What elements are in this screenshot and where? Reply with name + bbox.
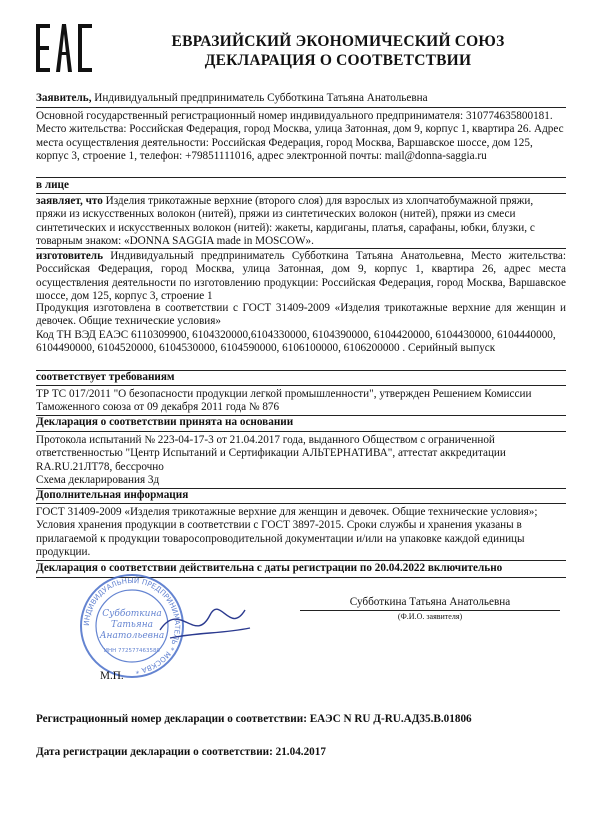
stamp-center-3: Анатольевна — [99, 631, 165, 641]
divider — [36, 248, 566, 249]
registration-date: Дата регистрации декларации о соответствии: 21.04.2017 — [36, 746, 326, 758]
applicant-row — [36, 92, 566, 105]
applicant-value: Индивидуальный предприниматель Субботкина Татьяна Анатольевна — [94, 92, 428, 104]
requirements-value: ТР ТС 017/2011 "О безопасности продукции легкой промышленности", утвержден Решением Комиссии Таможенного союза от 09 декабря 2011 года № 876 — [36, 388, 532, 414]
applicant-label: Заявитель, — [36, 92, 92, 104]
signatory-name: Субботкина Татьяна Анатольевна — [349, 596, 511, 608]
stamp-ring-text: ИНДИВИДУАЛЬНЫЙ ПРЕДПРИНИМАТЕЛЬ * МОСКВА * — [81, 575, 183, 676]
in-person-label: в лице — [36, 179, 69, 191]
signature-scribble — [150, 590, 260, 650]
document-title — [118, 32, 558, 70]
manufacturer-value: Индивидуальный предприниматель Субботкина Татьяна Анатольевна, Место жительства: Российская Федерация, город Москва, улица Затонная, дом 9, корпус 1, квартира 26, адрес места осуществления деятельности по изготовлению продукции: Российская Федерация, город Москва, Варшавское шоссе, дом 125, корпус 3, строение 1 — [36, 250, 566, 302]
divider — [36, 385, 566, 386]
divider — [36, 177, 566, 178]
basis-value: Протокола испытаний № 223-04-17-3 от 21.04.2017 года, выданного Обществом с ограниченной ответственностью "Центр Испытаний и Сертификации АЛЬТЕРНАТИВА", аттестат аккредитации RA.RU.21ЛТ78, бессрочно — [36, 434, 506, 473]
additional-label: Дополнительная информация — [36, 489, 189, 501]
divider — [36, 503, 566, 504]
stamp-center-2: Татьяна — [110, 620, 154, 630]
requirements-label: соответствует требованиям — [36, 371, 175, 383]
signature-caption: (Ф.И.О. заявителя) — [397, 612, 463, 621]
manufacturer-label: изготовитель — [36, 250, 103, 262]
mp-label: М.П. — [100, 670, 124, 682]
tnved-codes: Код ТН ВЭД ЕАЭС 6110309900, 6104320000,6104330000, 6104390000, 6104420000, 6104430000, 6104440000, 6104490000, 6104520000, 6104530000, 6104590000, 6106100000, 6106200000 . Серийный выпуск — [36, 329, 556, 355]
declares-label: заявляет, что — [36, 195, 103, 207]
declares-block — [36, 195, 566, 248]
declaration-scheme: Схема декларирования 3д — [36, 474, 160, 486]
divider — [36, 431, 566, 432]
manufacturer-block — [36, 250, 566, 303]
divider — [36, 193, 566, 194]
title-line-1: ЕВРАЗИЙСКИЙ ЭКОНОМИЧЕСКИЙ СОЮЗ — [171, 33, 505, 50]
additional-value: ГОСТ 31409-2009 «Изделия трикотажные верхние для женщин и девочек. Общие технические условия»; Условия хранения продукции в соответствии с ГОСТ 3897-2015. Сроки службы и хранения указаны в прилагаемой к продукции товаросопроводительной документации и/или на упаковке каждой единицы продукции. — [36, 506, 538, 558]
title-line-2: ДЕКЛАРАЦИЯ О СООТВЕТСТВИИ — [204, 52, 472, 69]
validity-line: Декларация о соответствии действительна с даты регистрации по 20.04.2022 включительно — [36, 562, 503, 574]
stamp-center-1: Субботкина — [102, 609, 162, 619]
signature-line — [300, 610, 560, 611]
applicant-details: Основной государственный регистрационный номер индивидуального предпринимателя: 310774635800181. Место жительства: Российская Федерация, город Москва, улица Затонная, дом 9, корпус 1, квартира 26. Адрес места осуществления деятельности: Российская Федерация, город Москва, Варшавское шоссе, дом 125, корпус 3, строение 1, телефон: +79851111016, адрес электронной почты: mail@donna-saggia.ru — [36, 110, 564, 162]
basis-label: Декларация о соответствии принята на основании — [36, 416, 294, 428]
declares-value: Изделия трикотажные верхние (второго слоя) для взрослых из хлопчатобумажной пряжи, пряжи из искусственных волокон (нитей), пряжи из синтетических волокон (нитей), пряжи из смеси синтетических и искусственных волокон (нитей): жакеты, кардиганы, платья, сарафаны, юбки, блузки, с товарным знаком: «DONNA SAGGIA made in MOSCOW». — [36, 195, 535, 247]
divider — [36, 107, 566, 108]
divider — [36, 560, 566, 561]
registration-number: Регистрационный номер декларации о соответствии: ЕАЭС N RU Д-RU.АД35.В.01806 — [36, 713, 472, 725]
stamp-inn: ИНН 772577463580 — [103, 648, 161, 654]
product-standard: Продукция изготовлена в соответствии с ГОСТ 31409-2009 «Изделия трикотажные верхние для женщин и девочек. Общие технические условия» — [36, 302, 566, 328]
eac-logo — [36, 24, 92, 72]
